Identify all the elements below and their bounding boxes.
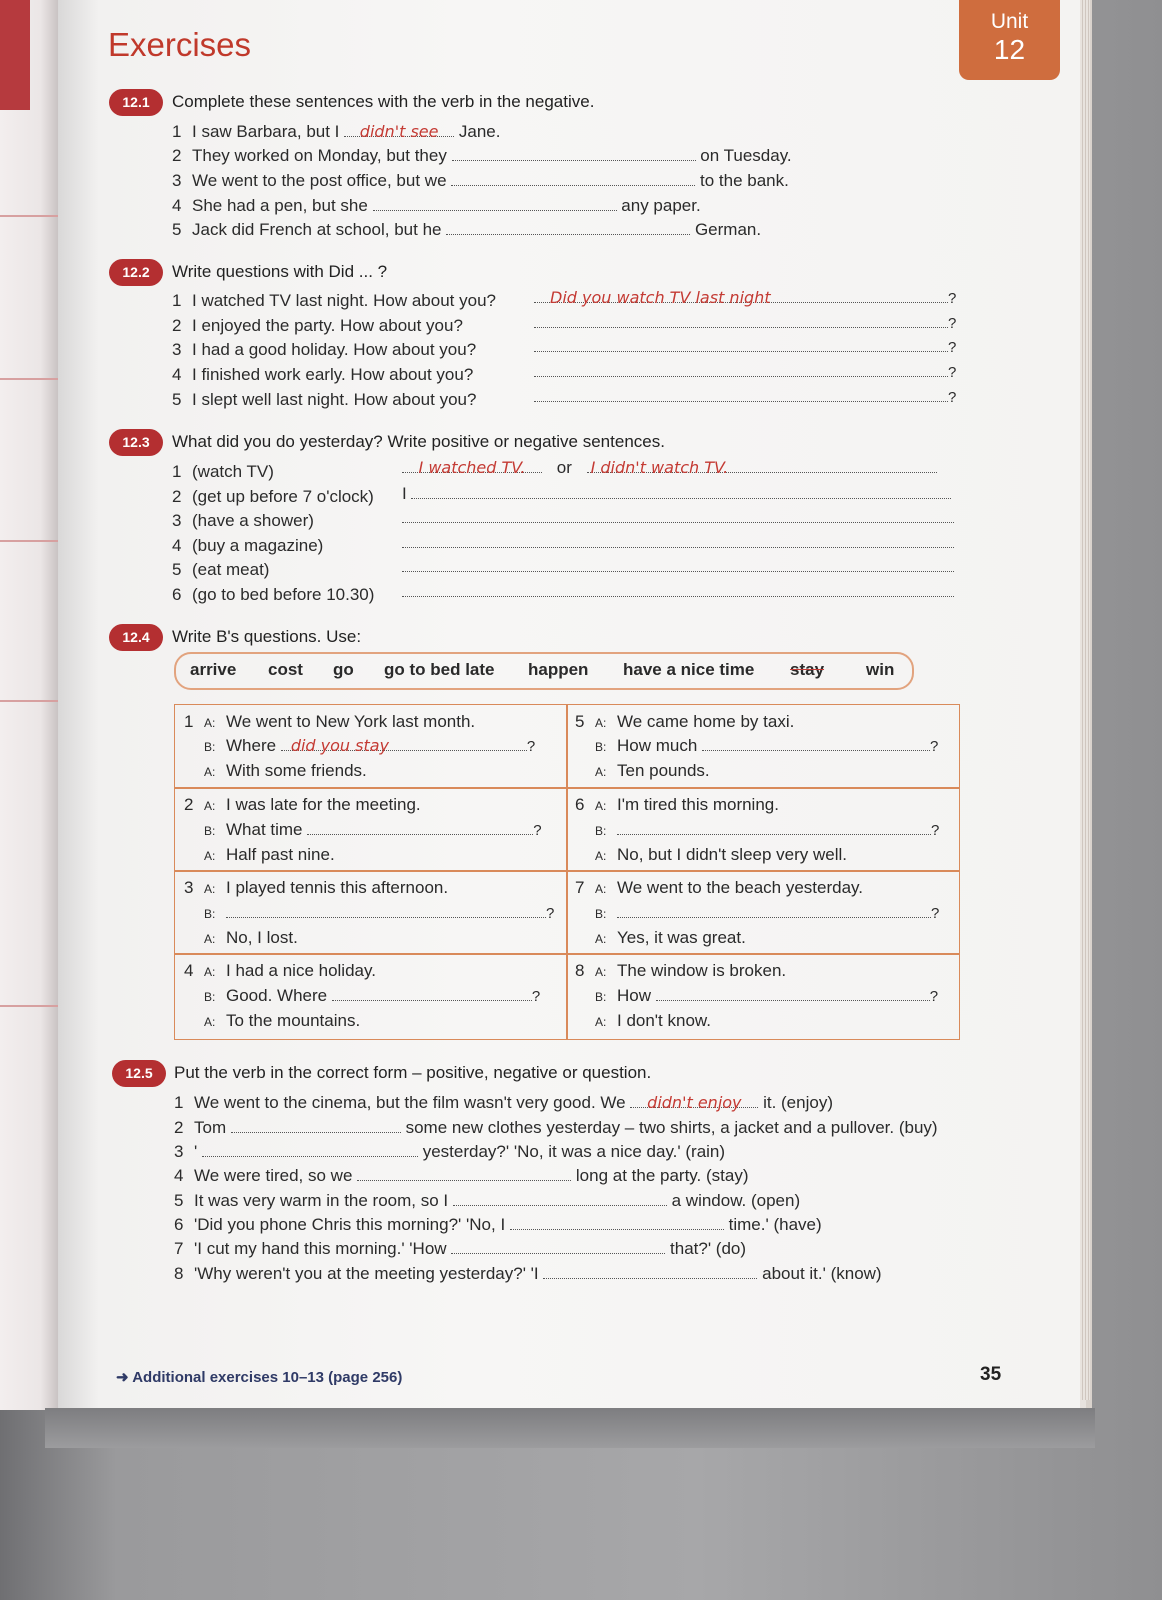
exercise-instruction: Put the verb in the correct form – positive, negative or question.	[174, 1063, 652, 1082]
dialogue-line-a	[575, 961, 786, 981]
speaker-a-text: I was late for the meeting.	[226, 795, 421, 814]
additional-exercises-link[interactable]	[116, 1368, 402, 1386]
answer-blank[interactable]	[543, 1264, 757, 1279]
sentence-start: They worked on Monday, but they	[192, 146, 447, 165]
exercise-line	[172, 487, 374, 507]
sentence-end: on Tuesday.	[700, 146, 792, 165]
exercise-line	[172, 365, 473, 385]
speaker-label: A:	[595, 799, 607, 813]
dialogue-line-a	[575, 712, 794, 732]
dialogue-line-b[interactable]	[595, 820, 939, 840]
speaker-b-text: Good. Where	[226, 986, 328, 1005]
answer-line[interactable]	[402, 557, 954, 577]
item-number: 4	[172, 365, 182, 384]
speaker-label: A:	[204, 932, 216, 946]
sentence-start: '	[194, 1142, 198, 1161]
exercise-line	[172, 196, 701, 216]
exercise-line	[174, 1191, 800, 1211]
speaker-label: A:	[595, 932, 607, 946]
exercise-line	[172, 122, 500, 142]
item-number: 7	[575, 878, 585, 897]
facing-page-line	[0, 540, 58, 542]
question-mark: ?	[531, 988, 541, 1005]
exercise-badge: 12.4	[109, 624, 163, 651]
dialogue-line-b[interactable]	[204, 903, 554, 923]
exercise-instruction: What did you do yesterday? Write positive or negative sentences.	[172, 432, 665, 451]
speaker-a-text: We came home by taxi.	[617, 712, 795, 731]
additional-exercises-text: Additional exercises 10–13 (page 256)	[132, 1369, 403, 1386]
sentence-start: Jack did French at school, but he	[192, 220, 442, 239]
item-number: 7	[174, 1239, 184, 1258]
facing-page-line	[0, 700, 58, 702]
sentence-start: 'Why weren't you at the meeting yesterday?' 'I	[194, 1264, 539, 1283]
answer-blank[interactable]	[373, 196, 617, 211]
sentence-end: any paper.	[621, 196, 701, 215]
dialogue-line-a	[184, 878, 448, 898]
item-number: 6	[575, 795, 585, 814]
speaker-a-reply: Yes, it was great.	[617, 928, 746, 947]
prompt-text: I watched TV last night. How about you?	[192, 291, 496, 310]
page-number: 35	[980, 1364, 1002, 1385]
grid-divider	[566, 705, 568, 1039]
dialogue-line-a	[184, 712, 475, 732]
word-win: win	[866, 660, 895, 679]
exercise-instruction: Write questions with Did ... ?	[172, 262, 388, 281]
speaker-a-reply: To the mountains.	[226, 1011, 361, 1030]
sentence-start: Tom	[194, 1118, 227, 1137]
speaker-label: B:	[204, 824, 216, 838]
facing-page-red-stripe	[0, 0, 30, 110]
prompt-text: I finished work early. How about you?	[192, 365, 474, 384]
exercise-line	[172, 291, 496, 311]
speaker-label: A:	[595, 1015, 607, 1029]
question-mark: ?	[929, 988, 939, 1005]
speaker-label: A:	[204, 1015, 216, 1029]
item-number: 2	[172, 146, 182, 165]
speaker-a-text: I had a nice holiday.	[226, 961, 376, 980]
prompt-text: (eat meat)	[192, 560, 270, 579]
answer-line[interactable]	[402, 484, 951, 504]
word-happen: happen	[528, 660, 589, 679]
handwritten-answer: didn't see	[359, 122, 439, 141]
speaker-a-text: We went to the beach yesterday.	[617, 878, 864, 897]
item-number: 6	[172, 585, 182, 604]
facing-page-line	[0, 215, 58, 217]
answer-blank[interactable]	[630, 1093, 758, 1112]
word-cost: cost	[268, 660, 303, 679]
exercise-line	[172, 511, 314, 531]
item-number: 5	[174, 1191, 184, 1210]
sentence-start: We went to the cinema, but the film wasn't very good. We	[194, 1093, 626, 1112]
dialogue-line-b[interactable]	[595, 903, 939, 923]
question-mark: ?	[930, 738, 939, 755]
facing-page-edge	[0, 0, 58, 1410]
item-number: 1	[174, 1093, 184, 1112]
grid-divider	[175, 870, 959, 872]
exercise-line	[172, 146, 792, 166]
dialogue-line-a	[204, 761, 367, 781]
grid-divider	[175, 787, 959, 789]
sentence-start: We were tired, so we	[194, 1166, 353, 1185]
exercise-line	[174, 1093, 833, 1113]
sentence-start: 'I cut my hand this morning.' 'How	[194, 1239, 447, 1258]
question-mark: ?	[546, 905, 555, 922]
word-stay-crossed-out: stay	[790, 660, 825, 679]
question-mark: ?	[948, 389, 957, 406]
item-number: 2	[174, 1118, 184, 1137]
item-number: 3	[184, 878, 194, 897]
page-stack-edge	[1080, 0, 1090, 1400]
speaker-label: A:	[595, 882, 607, 896]
dialogue-line-a	[595, 1011, 711, 1031]
question-mark: ?	[948, 364, 957, 381]
word-have-a-nice-time: have a nice time	[623, 660, 755, 679]
item-number: 5	[172, 560, 182, 579]
item-number: 1	[172, 122, 182, 141]
speaker-a-reply: Half past nine.	[226, 845, 335, 864]
page-title: Exercises	[108, 26, 252, 63]
item-number: 3	[172, 511, 182, 530]
item-number: 3	[174, 1142, 184, 1161]
exercise-line	[172, 316, 463, 336]
facing-page-line	[0, 378, 58, 380]
sentence-end: Jane.	[458, 122, 501, 141]
answer-prefix: I	[402, 484, 407, 503]
handwritten-answer: I didn't watch TV.	[590, 458, 729, 477]
or-label: or	[556, 458, 572, 477]
answer-line[interactable]	[402, 508, 954, 528]
speaker-b-text: What time	[226, 820, 303, 839]
exercise-line	[172, 390, 476, 410]
speaker-label: A:	[204, 799, 216, 813]
answer-line[interactable]	[534, 313, 956, 333]
speaker-label: A:	[595, 765, 607, 779]
exercise-instruction: Write B's questions. Use:	[172, 627, 362, 646]
item-number: 5	[172, 220, 182, 239]
sentence-end: time.' (have)	[728, 1215, 822, 1234]
prompt-text: I slept well last night. How about you?	[192, 390, 477, 409]
exercise-badge: 12.5	[112, 1060, 166, 1087]
speaker-label: A:	[595, 965, 607, 979]
answer-blank[interactable]	[451, 171, 695, 186]
exercise-line	[174, 1264, 882, 1284]
exercise-line	[174, 1118, 938, 1138]
word-arrive: arrive	[190, 660, 237, 679]
answer-line[interactable]	[402, 533, 954, 553]
speaker-a-text: I played tennis this afternoon.	[226, 878, 449, 897]
question-mark: ?	[931, 822, 940, 839]
handwritten-answer: I watched TV.	[418, 458, 526, 477]
speaker-label: B:	[595, 907, 607, 921]
prompt-text: (go to bed before 10.30)	[192, 585, 375, 604]
prompt-text: I enjoyed the party. How about you?	[192, 316, 463, 335]
sentence-start: We went to the post office, but we	[192, 171, 447, 190]
speaker-a-text: We went to New York last month.	[226, 712, 476, 731]
item-number: 6	[174, 1215, 184, 1234]
item-number: 8	[575, 961, 585, 980]
exercise-line	[174, 1215, 822, 1235]
answer-blank[interactable]	[357, 1166, 571, 1181]
item-number: 4	[184, 961, 194, 980]
answer-blank[interactable]	[446, 220, 690, 235]
sentence-end: about it.' (know)	[762, 1264, 882, 1283]
sentence-end: that?' (do)	[670, 1239, 747, 1258]
exercise-badge: 12.2	[109, 259, 163, 286]
handwritten-answer: Did you watch TV last night	[550, 288, 771, 307]
speaker-label: A:	[204, 882, 216, 896]
answer-blank[interactable]	[202, 1142, 418, 1157]
exercise-line	[172, 560, 269, 580]
dialogue-line-a	[184, 795, 421, 815]
dialogue-line-a	[575, 878, 863, 898]
speaker-label: B:	[204, 740, 216, 754]
item-number: 3	[172, 340, 182, 359]
exercise-line	[174, 1166, 749, 1186]
speaker-a-text: The window is broken.	[617, 961, 787, 980]
arrow-icon: ➜	[116, 1369, 129, 1386]
page-shadow	[45, 1408, 1095, 1448]
answer-blank[interactable]	[452, 146, 696, 161]
speaker-a-reply: No, I lost.	[226, 928, 298, 947]
facing-page-line	[0, 1005, 58, 1007]
handwritten-answer: did you stay	[290, 736, 390, 755]
grid-divider	[175, 953, 959, 955]
item-number: 2	[184, 795, 194, 814]
exercise-instruction: Complete these sentences with the verb in the negative.	[172, 92, 595, 111]
speaker-a-reply: No, but I didn't sleep very well.	[617, 845, 848, 864]
sentence-end: long at the party. (stay)	[575, 1166, 749, 1185]
exercise-line	[172, 536, 323, 556]
speaker-b-text: How	[617, 986, 652, 1005]
dialogue-line-b[interactable]	[204, 986, 540, 1006]
item-number: 5	[172, 390, 182, 409]
dialogue-line-b[interactable]	[204, 820, 542, 840]
prompt-text: (buy a magazine)	[192, 536, 324, 555]
speaker-label: A:	[204, 965, 216, 979]
sentence-end: it. (enjoy)	[763, 1093, 833, 1112]
item-number: 5	[575, 712, 585, 731]
prompt-text: (have a shower)	[192, 511, 314, 530]
item-number: 4	[174, 1166, 184, 1185]
exercise-line	[172, 462, 274, 482]
dialogue-line-a	[595, 928, 746, 948]
speaker-label: B:	[204, 907, 216, 921]
sentence-end: some new clothes yesterday – two shirts, a jacket and a pullover. (buy)	[405, 1118, 938, 1137]
sentence-end: German.	[694, 220, 762, 239]
answer-line[interactable]	[534, 387, 956, 407]
sentence-start: 'Did you phone Chris this morning?' 'No, I	[194, 1215, 506, 1234]
answer-line[interactable]	[402, 582, 954, 602]
answer-blank[interactable]	[344, 122, 454, 141]
unit-tab	[959, 0, 1060, 80]
answer-line[interactable]	[402, 458, 937, 478]
question-mark: ?	[948, 339, 957, 356]
speaker-label: A:	[204, 716, 216, 730]
sentence-start: It was very warm in the room, so I	[194, 1191, 449, 1210]
dialogue-line-a	[204, 1011, 360, 1031]
speaker-b-text: How much	[617, 736, 698, 755]
speaker-b-text: Where	[226, 736, 277, 755]
dialogue-line-a	[595, 761, 710, 781]
answer-line[interactable]	[534, 362, 956, 382]
word-go-to-bed-late: go to bed late	[384, 660, 495, 679]
dialogue-line-a	[204, 845, 335, 865]
dialogue-line-a	[595, 845, 847, 865]
prompt-text: (watch TV)	[192, 462, 274, 481]
dialogue-line-b[interactable]	[204, 736, 535, 756]
question-mark: ?	[526, 738, 536, 755]
question-mark: ?	[948, 290, 957, 307]
exercise-line	[172, 171, 789, 191]
speaker-label: B:	[595, 824, 607, 838]
dialogue-line-b[interactable]	[595, 736, 938, 756]
sentence-end: yesterday?' 'No, it was a nice day.' (rain)	[422, 1142, 726, 1161]
item-number: 3	[172, 171, 182, 190]
handwritten-answer: didn't enjoy	[647, 1093, 742, 1112]
dialogue-line-a	[575, 795, 779, 815]
answer-blank[interactable]	[451, 1239, 665, 1254]
question-mark: ?	[948, 315, 957, 332]
speaker-label: B:	[595, 990, 607, 1004]
speaker-a-reply: With some friends.	[226, 761, 367, 780]
unit-label: Unit	[990, 10, 1029, 33]
speaker-label: B:	[595, 740, 607, 754]
speaker-a-text: I'm tired this morning.	[617, 795, 779, 814]
item-number: 4	[172, 536, 182, 555]
exercise-badge: 12.1	[109, 89, 163, 116]
item-number: 2	[172, 316, 182, 335]
item-number: 1	[172, 291, 182, 310]
exercise-badge: 12.3	[109, 429, 163, 456]
item-number: 4	[172, 196, 182, 215]
item-number: 2	[172, 487, 182, 506]
answer-blank[interactable]	[231, 1118, 401, 1133]
sentence-end: to the bank.	[700, 171, 789, 190]
exercise-line	[172, 340, 476, 360]
speaker-label: B:	[204, 990, 216, 1004]
question-mark: ?	[931, 905, 940, 922]
sentence-start: I saw Barbara, but I	[192, 122, 340, 141]
speaker-label: A:	[595, 716, 607, 730]
speaker-a-reply: Ten pounds.	[617, 761, 710, 780]
unit-number: 12	[993, 34, 1026, 65]
exercise-line	[174, 1239, 746, 1259]
item-number: 1	[172, 462, 182, 481]
dialogue-line-a	[184, 961, 376, 981]
answer-line[interactable]	[534, 288, 956, 308]
speaker-label: A:	[204, 765, 216, 779]
answer-line[interactable]	[534, 337, 956, 357]
exercise-line	[172, 585, 374, 605]
sentence-end: a window. (open)	[671, 1191, 801, 1210]
item-number: 8	[174, 1264, 184, 1283]
dialogue-line-a	[204, 928, 298, 948]
dialogue-line-b[interactable]	[595, 986, 938, 1006]
speaker-a-reply: I don't know.	[617, 1011, 711, 1030]
sentence-start: She had a pen, but she	[192, 196, 368, 215]
prompt-text: I had a good holiday. How about you?	[192, 340, 477, 359]
question-mark: ?	[533, 822, 542, 839]
speaker-label: A:	[204, 849, 216, 863]
exercise-line	[174, 1142, 725, 1162]
prompt-text: (get up before 7 o'clock)	[192, 487, 374, 506]
item-number: 1	[184, 712, 194, 731]
answer-blank[interactable]	[510, 1215, 724, 1230]
exercise-line	[172, 220, 761, 240]
word-go: go	[333, 660, 354, 679]
speaker-label: A:	[595, 849, 607, 863]
answer-blank[interactable]	[453, 1191, 667, 1206]
